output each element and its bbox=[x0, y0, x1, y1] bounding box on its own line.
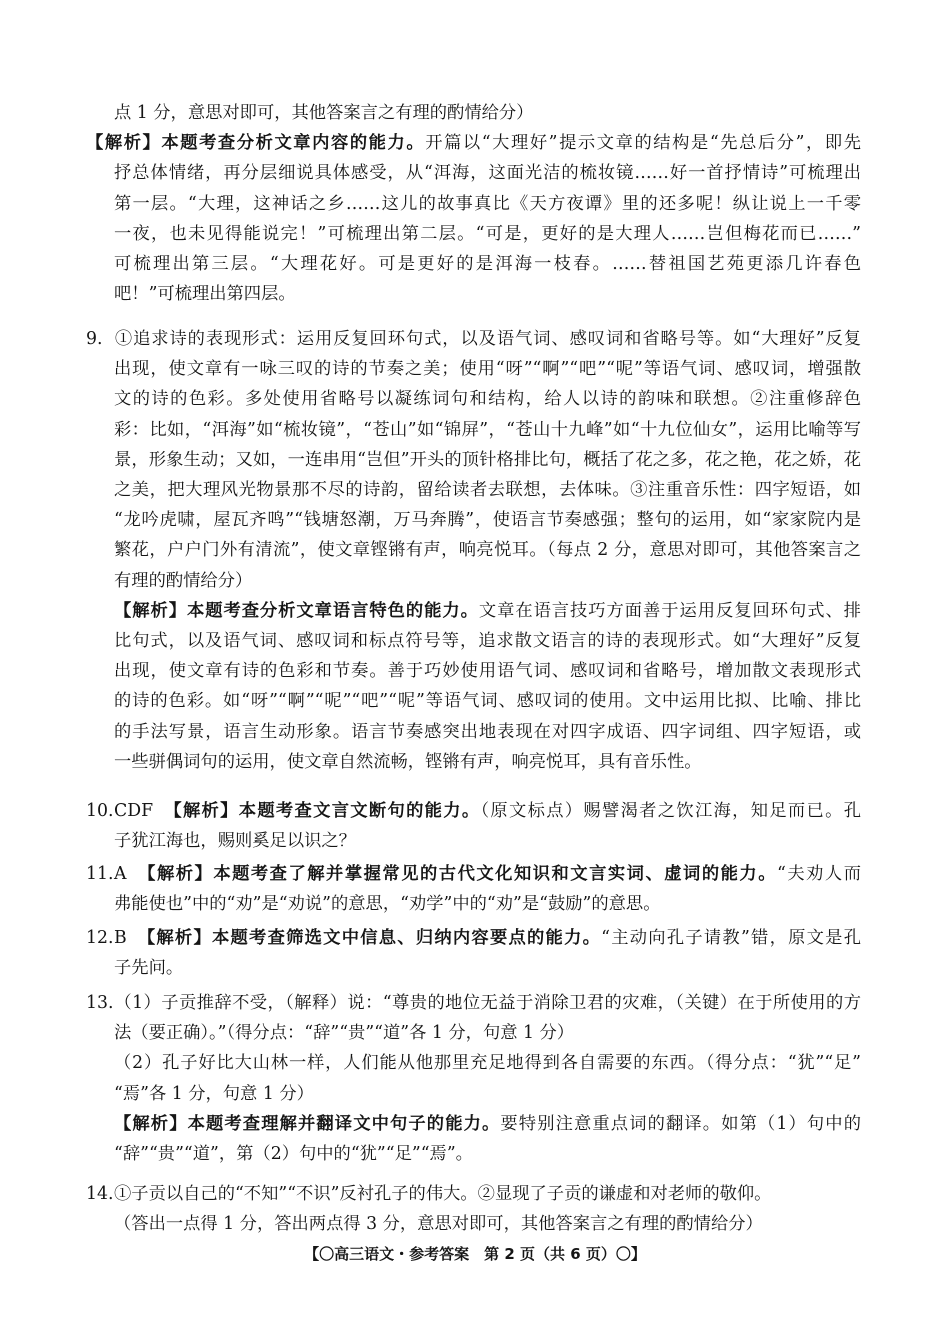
analysis-focus: 本题考查分析文章内容的能力。 bbox=[161, 133, 426, 154]
analysis-label: 【解析】 bbox=[173, 801, 239, 821]
analysis-focus: 本题考查分析文章语言特色的能力。 bbox=[186, 600, 479, 621]
analysis-label: 【解析】 bbox=[146, 864, 214, 884]
q13-line: 13.（1）子贡推辞不受，（解释）说：“尊贵的地位无益于消除卫君的灾难，（关键）在于所使用的方 bbox=[86, 988, 861, 1018]
q10 bbox=[86, 796, 861, 856]
q13-analysis-line: 【解析】本题考查理解并翻译文中句子的能力。要特别注意重点词的翻译。如第（1）句中的 bbox=[114, 1113, 861, 1134]
analysis-label: 【解析】 bbox=[146, 928, 212, 948]
answer-choice: B bbox=[114, 928, 127, 948]
q9-answer-line: 繁花，户户门外有清流”，使文章铿锵有声，响亮悦耳。（每点 2 分，意思对即可，其他答案言之 bbox=[114, 540, 861, 561]
q8-tail bbox=[86, 98, 861, 309]
q8-scoring-note: 点 1 分，意思对即可，其他答案言之有理的酌情给分） bbox=[114, 103, 534, 123]
analysis-focus: 本题考查理解并翻译文中句子的能力。 bbox=[187, 1113, 501, 1134]
analysis-label: 【解析】 bbox=[114, 1113, 188, 1134]
q12-line: 12.B 【解析】本题考查筛选文中信息、归纳内容要点的能力。“主动向孔子请教”错，原文是孔 bbox=[86, 923, 861, 953]
q9-analysis-line: 【解析】本题考查分析文章语言特色的能力。文章在语言技巧方面善于运用反复回环句式、排 bbox=[114, 600, 861, 621]
q10-line: 10.CDF 【解析】本题考查文言文断句的能力。（原文标点）赐譬渴者之饮江海，知足而已。孔 bbox=[86, 796, 861, 826]
q11 bbox=[86, 859, 861, 919]
q9-answer-line: “龙吟虎啸，屋瓦齐鸣”“钱塘怒潮，万马奔腾”，使语言节奏感强；整句的运用，如“家家院内是 bbox=[114, 510, 861, 531]
q9 bbox=[86, 324, 861, 777]
q12-line: 子先问。 bbox=[114, 958, 184, 979]
q14 bbox=[86, 1179, 861, 1239]
q9-answer-line: 9. ①追求诗的表现形式：运用反复回环句式，以及语气词、感叹词和省略号等。如“大理好”反复 bbox=[86, 324, 861, 354]
q10-line: 子犹江海也，赐则奚足以识之？ bbox=[114, 831, 356, 852]
q11-line: 弗能使也”中的“劝”是“劝说”的意思，“劝学”中的“劝”是“鼓励”的意思。 bbox=[114, 894, 661, 915]
analysis-focus: 本题考查筛选文中信息、归纳内容要点的能力。 bbox=[211, 928, 602, 948]
question-number: 14. bbox=[86, 1184, 114, 1204]
q13-line: 法（要正确）。”（得分点：“辞”“贵”“道”各 1 分，句意 1 分） bbox=[114, 1023, 575, 1044]
q9-analysis-line: 的手法写景，语言生动形象。语言节奏感突出地表现在对四字成语、四字词组、四字短语，或 bbox=[114, 721, 861, 742]
q13-line: （2）孔子好比大山林一样，人们能从他那里充足地得到各自需要的东西。（得分点：“犹”“足” bbox=[114, 1053, 861, 1074]
question-number: 9. bbox=[86, 329, 103, 349]
q9-answer-line: 景，形象生动；又如，一连串用“岂但”开头的顶针格排比句，概括了花之多，花之艳，花之娇，花 bbox=[114, 449, 861, 470]
q8-analysis-line: 第一层。“大理，这神话之乡……这儿的故事真比《天方夜谭》里的还多呢！纵让说上一千零 bbox=[114, 193, 861, 214]
page-footer: 【〇高三语文・参考答案 第 2 页（共 6 页）〇】 bbox=[304, 1245, 646, 1263]
q9-answer-line: 有理的酌情给分） bbox=[114, 570, 253, 591]
question-number: 10. bbox=[86, 801, 114, 821]
q9-answer-line: 文的诗的色彩。多处使用省略号以凝练词句和结构，给人以诗的韵味和联想。②注重修辞色 bbox=[114, 389, 861, 410]
q9-analysis-line: 一些骈偶词句的运用，使文章自然流畅，铿锵有声，响亮悦耳，具有音乐性。 bbox=[114, 751, 702, 772]
q14-line: 14.①子贡以自己的“不知”“不识”反衬孔子的伟大。②显现了子贡的谦虚和对老师的敬仰。 bbox=[86, 1179, 861, 1209]
q9-analysis-line: 比句式，以及语气词、感叹词和标点符号等，追求散文语言的诗的表现形式。如“大理好”反复 bbox=[114, 631, 861, 652]
q9-analysis-line: 的诗的色彩。如“呀”“啊”“呢”“吧”“呢”等语气词、感叹词的使用。文中运用比拟、比喻、排比 bbox=[114, 691, 861, 712]
q8-analysis-line: 吧！”可梳理出第四层。 bbox=[114, 284, 296, 305]
q9-analysis-line: 出现，使文章有诗的色彩和节奏。善于巧妙使用语气词、感叹词和省略号，增加散文表现形式 bbox=[114, 661, 861, 682]
analysis-focus: 本题考查文言文断句的能力。 bbox=[238, 801, 481, 821]
q13-line: “焉”各 1 分，句意 1 分） bbox=[114, 1083, 314, 1104]
question-number: 13. bbox=[86, 993, 114, 1013]
q8-analysis-line: 【解析】本题考查分析文章内容的能力。开篇以“大理好”提示文章的结构是“先总后分”，即先 bbox=[86, 133, 861, 154]
analysis-label: 【解析】 bbox=[114, 600, 187, 621]
q13-analysis-line: “辞”“贵”“道”，第（2）句中的“犹”“足”“焉”。 bbox=[114, 1144, 473, 1165]
q12 bbox=[86, 923, 861, 983]
q8-analysis-line: 一夜，也未见得能说完！”可梳理出第二层。“可是，更好的是大理人……岂但梅花而已……” bbox=[114, 223, 861, 244]
answer-choice: A bbox=[114, 864, 127, 884]
q9-answer-line: 之美，把大理风光物景那不尽的诗韵，留给读者去联想，去体味。③注重音乐性：四字短语，如 bbox=[114, 480, 861, 501]
question-number: 11. bbox=[86, 864, 114, 884]
q9-answer-line: 彩：比如，“洱海”如“梳妆镜”，“苍山”如“锦屏”，“苍山十九峰”如“十九位仙女”，运用比喻等写 bbox=[114, 419, 861, 440]
analysis-label: 【解析】 bbox=[86, 133, 162, 154]
q9-answer-line: 出现，使文章有一咏三叹的诗的节奏之美；使用“呀”“啊”“吧”“呢”等语气词、感叹词，增强散 bbox=[114, 359, 861, 380]
q11-line: 11.A 【解析】本题考查了解并掌握常见的古代文化知识和文言实词、虚词的能力。“夫劝人而 bbox=[86, 859, 861, 889]
analysis-focus: 本题考查了解并掌握常见的古代文化知识和文言实词、虚词的能力。 bbox=[213, 864, 777, 884]
q14-line: （答出一点得 1 分，答出两点得 3 分，意思对即可，其他答案言之有理的酌情给分） bbox=[114, 1214, 763, 1235]
question-number: 12. bbox=[86, 928, 114, 948]
q8-analysis-line: 可梳理出第三层。“大理花好。可是更好的是洱海一枝春。……替祖国艺苑更添几许春色 bbox=[114, 254, 861, 275]
q8-analysis-line: 抒总体情绪，再分层细说具体感受，从“洱海，这面光洁的梳妆镜……好一首抒情诗”可梳理出 bbox=[114, 163, 861, 184]
q13 bbox=[86, 988, 861, 1169]
answer-choice: CDF bbox=[114, 801, 154, 821]
